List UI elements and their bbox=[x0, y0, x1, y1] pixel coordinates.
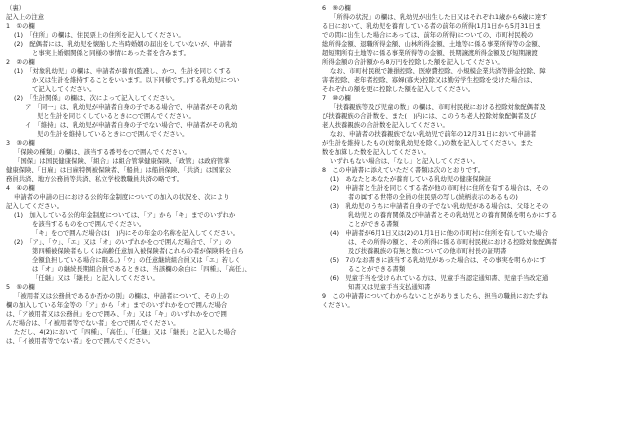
left-column-line: (1) 「住所」の欄は、住民票上の住所を記入してください。 bbox=[14, 32, 185, 39]
left-column-line: は、「イ被用者等でない者」を○で囲んでください。 bbox=[6, 338, 155, 345]
right-column-line: 「所得の状況」の欄は、乳幼児が出生した日又はそれぞれ1歳から6歳に達す bbox=[330, 14, 548, 21]
right-column-line: び扶養親族の合計数を、また( )内には、このうち老人控除対象配偶者及び bbox=[322, 113, 537, 120]
left-column-line: 務員共済、地方公務員等共済、私立学校教職員共済の略です。 bbox=[6, 176, 184, 183]
right-column-line: なお、市町村民税で雑損控除、医療費控除、小規模企業共済等掛金控除、障 bbox=[330, 68, 546, 75]
left-column-line: 「被用者又は公務員であるか否かの別」の欄は、申請者について、その上の bbox=[14, 293, 230, 300]
right-column-line: ください。 bbox=[322, 302, 354, 309]
left-column-line: 3 ③の欄 bbox=[6, 140, 35, 147]
left-column-line: (2) 配偶者には、乳幼児を懐胎した当時婚姻の届出をしていないが、申請者 bbox=[14, 41, 233, 48]
right-column-line: (3) 乳幼児のうちに申請者自身の子でない乳幼児がある場合は、父母とその bbox=[330, 203, 549, 210]
right-column-line: 数を加算した数を記入してください。 bbox=[322, 149, 430, 156]
right-column-line: いずれもない場合は、「なし」と記入してください。 bbox=[330, 158, 480, 165]
right-column-line: 8 この申請書に添えていただく書類は次のとおりです。 bbox=[322, 167, 485, 174]
left-column-line: ただし、4(2)において「四種」、「高任」、「任継」又は「継長」と記入した場合 bbox=[14, 329, 237, 336]
left-column-line: 第四種被保険者もしくは高齢任意加入被保険者(これらの者が保険料を自ら bbox=[32, 248, 244, 255]
left-column bbox=[6, 4, 308, 346]
right-column-line: (1) あなたとあなたが養育している乳幼児の健康保険証 bbox=[330, 176, 492, 183]
right-column-line: 9 この申請書についてわからないことがありましたら、担当の職員におたずね bbox=[322, 293, 548, 300]
right-column-line: 老人扶養親族の合計数を記入してください。 bbox=[322, 122, 449, 129]
left-column-line: は、「ア被用者又は公務員」を○で囲み、「カ」又は「キ」のいずれかを○で囲 bbox=[6, 311, 227, 318]
left-column-line: 「保険の種類」の欄は、該当する番号を○で囲んでください。 bbox=[14, 149, 191, 156]
left-column-line: 4 ④の欄 bbox=[6, 185, 35, 192]
left-column-line: 記入してください。 bbox=[6, 203, 64, 210]
left-column-line: 児と生計を同じくしているときに○で囲んでください。 bbox=[37, 113, 195, 120]
right-column-line: 知書又は児童手当支払通知書 bbox=[348, 284, 431, 291]
right-column-line: (2) 申請者と生計を同じくする者が他の市町村に住所を有する場合は、その bbox=[330, 185, 549, 192]
right-column-line: 総所得金額、退職所得金額、山林所得金額、土地等に係る事業所得等の金額、 bbox=[322, 41, 545, 48]
left-column-line: 児の生計を維持しているときに○で囲んでください。 bbox=[37, 131, 189, 138]
right-column-line: なお、申請者の扶養親族でない乳幼児で前年の12月31日において申請者 bbox=[330, 131, 537, 138]
left-column-line: イ 「維持」は、乳幼児が申請者自身の子でない場合で、申請者がその乳幼 bbox=[25, 122, 238, 129]
right-column-line: は、その所得の額と、その所得に係る市町村民税における控除対象配偶者 bbox=[348, 239, 558, 246]
left-column-line: は「オ」の継続長期組合員であるときは、当該欄の余白に「四種」、「高任」、 bbox=[32, 266, 251, 273]
right-column-line: が生計を維持したもの(対象乳幼児を除く。)の数を記入してください。また bbox=[322, 140, 533, 147]
left-column-line: （裏） bbox=[6, 5, 26, 12]
left-column-line: か又は生計を維持することをいいます。以下同様です。)する乳幼児につい bbox=[32, 77, 240, 84]
left-column-line: ア 「同一」は、乳幼児が申請者自身の子である場合で、申請者がその乳幼 bbox=[25, 104, 238, 111]
right-column-line: ることができる書類 bbox=[348, 266, 406, 273]
left-column-line: 2 ②の欄 bbox=[6, 59, 35, 66]
left-column-line: 記入上の注意 bbox=[6, 14, 45, 21]
right-column-line: それぞれの額を更に控除した額を記入してください。 bbox=[322, 86, 475, 93]
left-column-line: (2) 「生計関係」の欄は、次によって記入してください。 bbox=[14, 95, 179, 102]
right-column bbox=[322, 4, 624, 310]
right-column-line: 乳幼児との養育関係及び申請者とその乳幼児との養育関係を明らかにする bbox=[348, 212, 558, 219]
right-column-line: 超短期所有土地等に係る事業所得等の金額、長期譲渡所得金額及び短期譲渡 bbox=[322, 50, 538, 57]
right-column-line: (4) 申請者が6月1日又は(2)の1月1日に他の市町村に住所を有していた場合 bbox=[330, 230, 549, 237]
left-column-line: 申請者の申請の日における公的年金制度についての加入の状況を、次により bbox=[14, 194, 230, 201]
left-column-line: (2) 「ア」、「ウ」、「エ」又は「オ」のいずれかを○で囲んだ場合で、「ア」の bbox=[14, 239, 232, 246]
left-column-line: (1) 加入している公的年金制度については、「ア」から「キ」までのいずれか bbox=[14, 212, 236, 219]
left-column-line: 「任継」又は「継長」と記入してください。 bbox=[32, 275, 159, 282]
left-column-line: 「国保」は国民健康保険、「組合」は組合管掌健康保険、「政管」は政府管掌 bbox=[14, 158, 230, 165]
right-column-line: 7 ⑩の欄 bbox=[322, 95, 351, 102]
left-column-line: んだ場合は、「イ被用者等でない者」を○で囲んでください。 bbox=[6, 320, 180, 327]
left-column-line: 「キ」を○で囲んだ場合は( )内にその年金の名称を記入してください。 bbox=[32, 230, 240, 237]
left-column-line: を該当するものを○で囲んでください。 bbox=[32, 221, 146, 228]
left-column-line: (1) 「対象乳幼児」の欄は、申請者が養育(監護し、かつ、生計を同じくする bbox=[14, 68, 232, 75]
left-column-line: 健康保険、「日雇」は日雇特例被保険者、「船員」は船員保険、「共済」は国家公 bbox=[6, 167, 232, 174]
right-column-line: 所得金額の合計額から8万円を控除した額を記入してください。 bbox=[322, 59, 504, 66]
right-column-line: (5) 7のなお書きに該当する乳幼児があった場合は、その事実を明らかにす bbox=[330, 257, 546, 264]
right-column-line: 害者控除、老年者控除、寡婦(寡夫)控除又は勤労学生控除を受けた場合は、 bbox=[322, 77, 537, 84]
left-column-line: と事実上婚姻関係と同様の事情にあった者を含みます。 bbox=[32, 50, 191, 57]
right-column-line: る日において、乳幼児を養育している者の前年の所得(1月1日から5月31日ま bbox=[322, 23, 542, 30]
right-column-line: (6) 児童手当を受けられている方は、児童手当認定通知書、児童手当改定通 bbox=[330, 275, 549, 282]
right-column-line: 6 ⑨の欄 bbox=[322, 5, 351, 12]
left-column-line: 欄の加入している年金等の「ア」から「オ」までのいずれかを○で囲んだ場合 bbox=[6, 302, 228, 309]
right-column-line: ことができる書類 bbox=[348, 221, 399, 228]
left-column-line: 5 ⑤の欄 bbox=[6, 284, 35, 291]
left-column-line: て記入してください。 bbox=[32, 86, 96, 93]
right-column-line: での間に出生した場合にあっては、前年の所得)についての、市町村民税の bbox=[322, 32, 534, 39]
right-column-line: 「扶養親族等及び児童の数」の欄は、市町村民税における控除対象配偶者及 bbox=[330, 104, 546, 111]
left-column-line: 全額負担している場合に限る。)「ウ」の任意継続組合員又は「エ」若しく bbox=[32, 257, 241, 264]
left-column-line: 1 ①の欄 bbox=[6, 23, 35, 30]
right-column-line: 及び扶養親族の有無と数についての他市町村長の証明書 bbox=[348, 248, 507, 255]
right-column-line: 者の属する世帯の全員の住民票の写し(続柄表示のあるもの) bbox=[348, 194, 518, 201]
